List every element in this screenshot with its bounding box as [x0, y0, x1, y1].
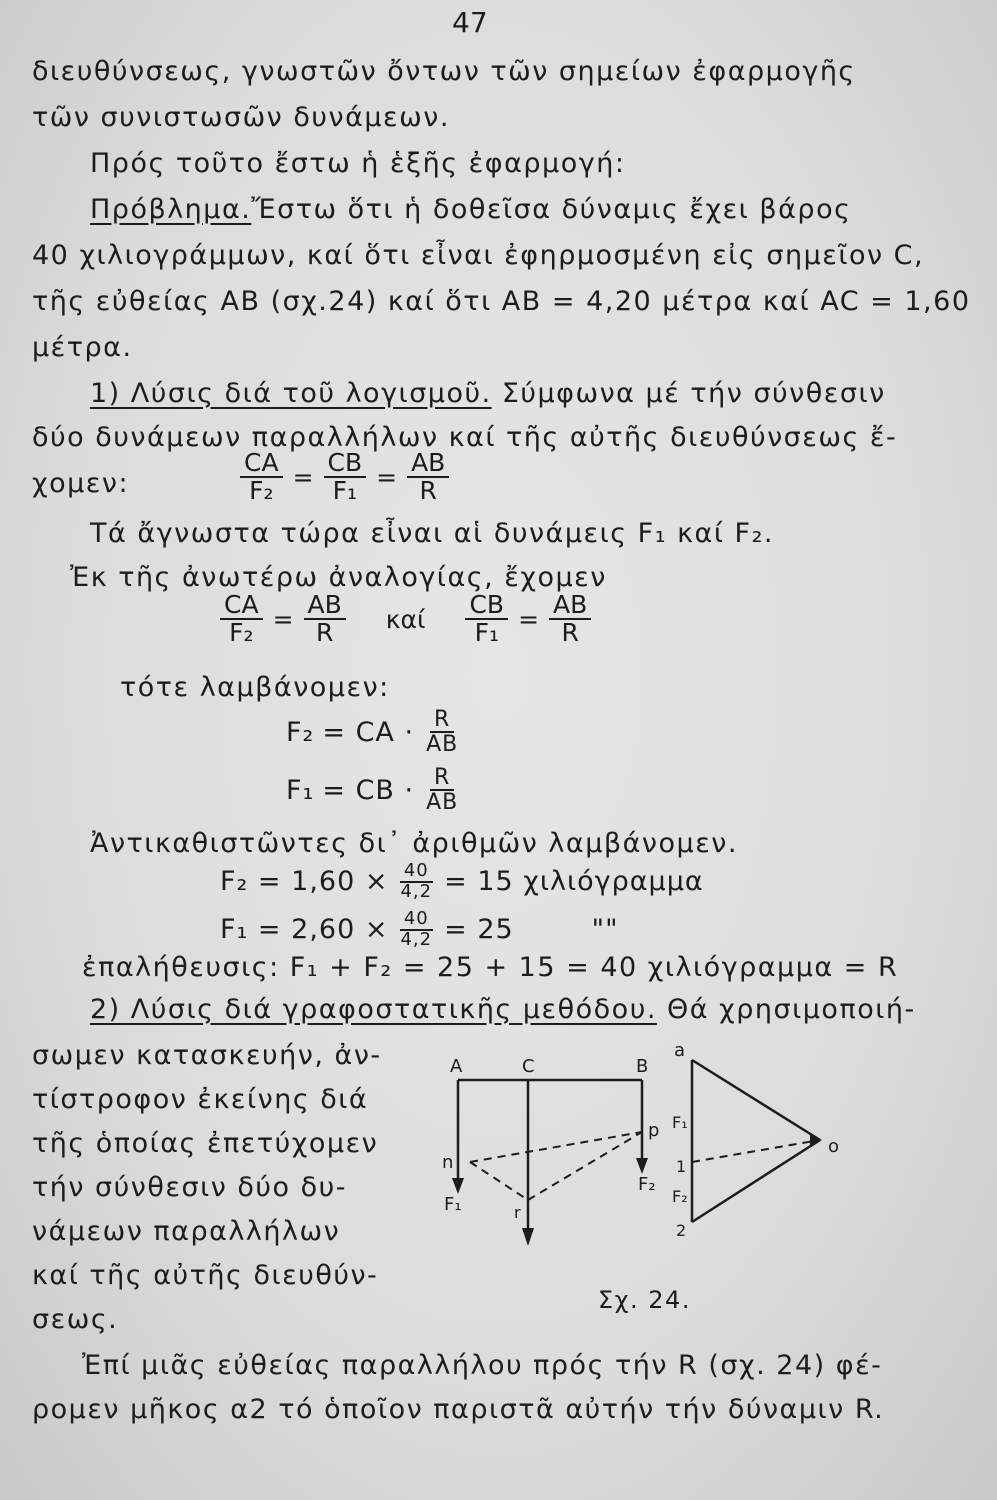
- text-line-23: σεως.: [32, 1304, 119, 1335]
- text-line-15: ἐπαλήθευσις: F₁ + F₂ = 25 + 15 = 40 χιλιόγραμμα = R: [82, 952, 899, 983]
- arrow-o: [810, 1134, 822, 1146]
- text-line-11: Τά ἄγνωστα τώρα εἶναι αἱ δυνάμεις F₁ καί F₂.: [90, 518, 774, 549]
- label-A: A: [450, 1056, 463, 1077]
- text-line-17: σωμεν κατασκευήν, ἀν-: [32, 1040, 382, 1071]
- text-line-1: διευθύνσεως, γνωστῶν ὄντων τῶν σημείων ἐφαρμογῆς: [32, 56, 856, 87]
- figure-caption: Σχ. 24.: [598, 1286, 691, 1314]
- label-a: a: [674, 1040, 686, 1061]
- label-o: o: [828, 1136, 840, 1157]
- text-line-20: τήν σύνθεσιν δύο δυ-: [32, 1172, 348, 1203]
- label-n: n: [442, 1152, 454, 1173]
- text-line-2: τῶν συνιστωσῶν δυνάμεων.: [32, 102, 450, 133]
- formula-f1: F₁ = CB · R AB: [286, 765, 459, 816]
- text-line-3: Πρός τοῦτο ἔστω ἡ ἑξῆς ἐφαρμογή:: [90, 148, 626, 179]
- text-line-6: τῆς εὐθείας ΑΒ (σχ.24) καί ὅτι ΑΒ = 4,20 μέτρα καί AC = 1,60: [32, 286, 971, 317]
- text-line-16: 2) Λύσις διά γραφοστατικῆς μεθόδου. Θά χρησιμοποιή-: [90, 994, 916, 1025]
- page-number: 47: [452, 6, 488, 39]
- text-line-12: Ἐκ τῆς ἀνωτέρω ἀναλογίας, ἔχομεν: [70, 562, 607, 593]
- calculation-f1: F₁ = 2,60 × $\frac{40}{4,2}$ = 25 "": [220, 908, 619, 950]
- text-line-14: Ἀντικαθιστῶντες δι᾿ ἀριθμῶν λαμβάνομεν.: [90, 828, 738, 859]
- text-line-22: καί τῆς αὐτῆς διευθύν-: [32, 1260, 379, 1291]
- proportion-2: $\frac{CA}{\text{F₂}}$ = $\frac{AB}{R}$ καί $\frac{CB}{\text{F₁}}$ = $\frac{AB}{R}$: [220, 592, 591, 647]
- label-C: C: [522, 1056, 535, 1077]
- text-line-8: 1) Λύσις διά τοῦ λογισμοῦ. Σύμφωνα μέ τήν σύνθεσιν: [90, 378, 886, 409]
- text-line-18: τίστροφον ἐκείνης διά: [32, 1084, 369, 1115]
- label-f2-vector: F₂: [672, 1187, 688, 1206]
- label-B: B: [636, 1056, 649, 1077]
- problem-statement: Ἔστω ὅτι ἡ δοθεῖσα δύναμις ἔχει βάρος: [251, 194, 852, 225]
- text-line-5: 40 χιλιογράμμων, καί ὅτι εἶναι ἐφηρμοσμένη εἰς σημεῖον C,: [32, 240, 925, 271]
- ray-2-o: [692, 1140, 820, 1222]
- text-line-19: τῆς ὁποίας ἐπετύχομεν: [32, 1128, 379, 1159]
- arrow-f1: [452, 1178, 464, 1194]
- formula-f2: F₂ = CA · R AB: [286, 707, 459, 758]
- text-line-13: τότε λαμβάνομεν:: [120, 672, 390, 703]
- figure-24-diagram: [420, 1040, 850, 1320]
- label-f2: F₂: [638, 1174, 656, 1195]
- label-f1: F₁: [444, 1194, 462, 1215]
- label-f1-vector: F₁: [672, 1113, 688, 1132]
- text-line-9: δύο δυνάμεων παραλλήλων καί τῆς αὐτῆς διευθύνσεως ἔ-: [32, 422, 898, 453]
- text-line-25: ρομεν μῆκος α2 τό ὁποῖον παριστᾶ αὐτήν τήν δύναμιν R.: [32, 1394, 885, 1425]
- text-line-7: μέτρα.: [32, 332, 133, 363]
- label-p: p: [648, 1120, 660, 1141]
- label-2: 2: [676, 1221, 687, 1240]
- label-1: 1: [676, 1157, 687, 1176]
- label-r: r: [514, 1203, 521, 1222]
- text-line-4: [90, 194, 851, 225]
- funicular-n-r: [470, 1162, 528, 1200]
- text-line-24: Ἐπί μιᾶς εὐθείας παραλλήλου πρός τήν R (σχ. 24) φέ-: [82, 1350, 883, 1381]
- text-line-21: νάμεων παραλλήλων: [32, 1216, 341, 1247]
- arrow-resultant: [522, 1228, 534, 1246]
- text-line-10: χομεν:: [32, 468, 130, 499]
- arrow-f2: [636, 1158, 648, 1174]
- method2-heading: 2) Λύσις διά γραφοστατικῆς μεθόδου.: [90, 994, 657, 1025]
- ray-a-o: [692, 1060, 820, 1140]
- proportion-1: $\frac{CA}{\text{F₂}}$ = $\frac{CB}{\text{F₁}}$ = $\frac{AB}{R}$: [240, 450, 449, 505]
- calculation-f2: F₂ = 1,60 × $\frac{40}{4,2}$ = 15 χιλιόγραμμα: [220, 860, 704, 902]
- method1-heading: 1) Λύσις διά τοῦ λογισμοῦ.: [90, 378, 492, 409]
- problem-heading: Πρόβλημα.: [90, 194, 252, 225]
